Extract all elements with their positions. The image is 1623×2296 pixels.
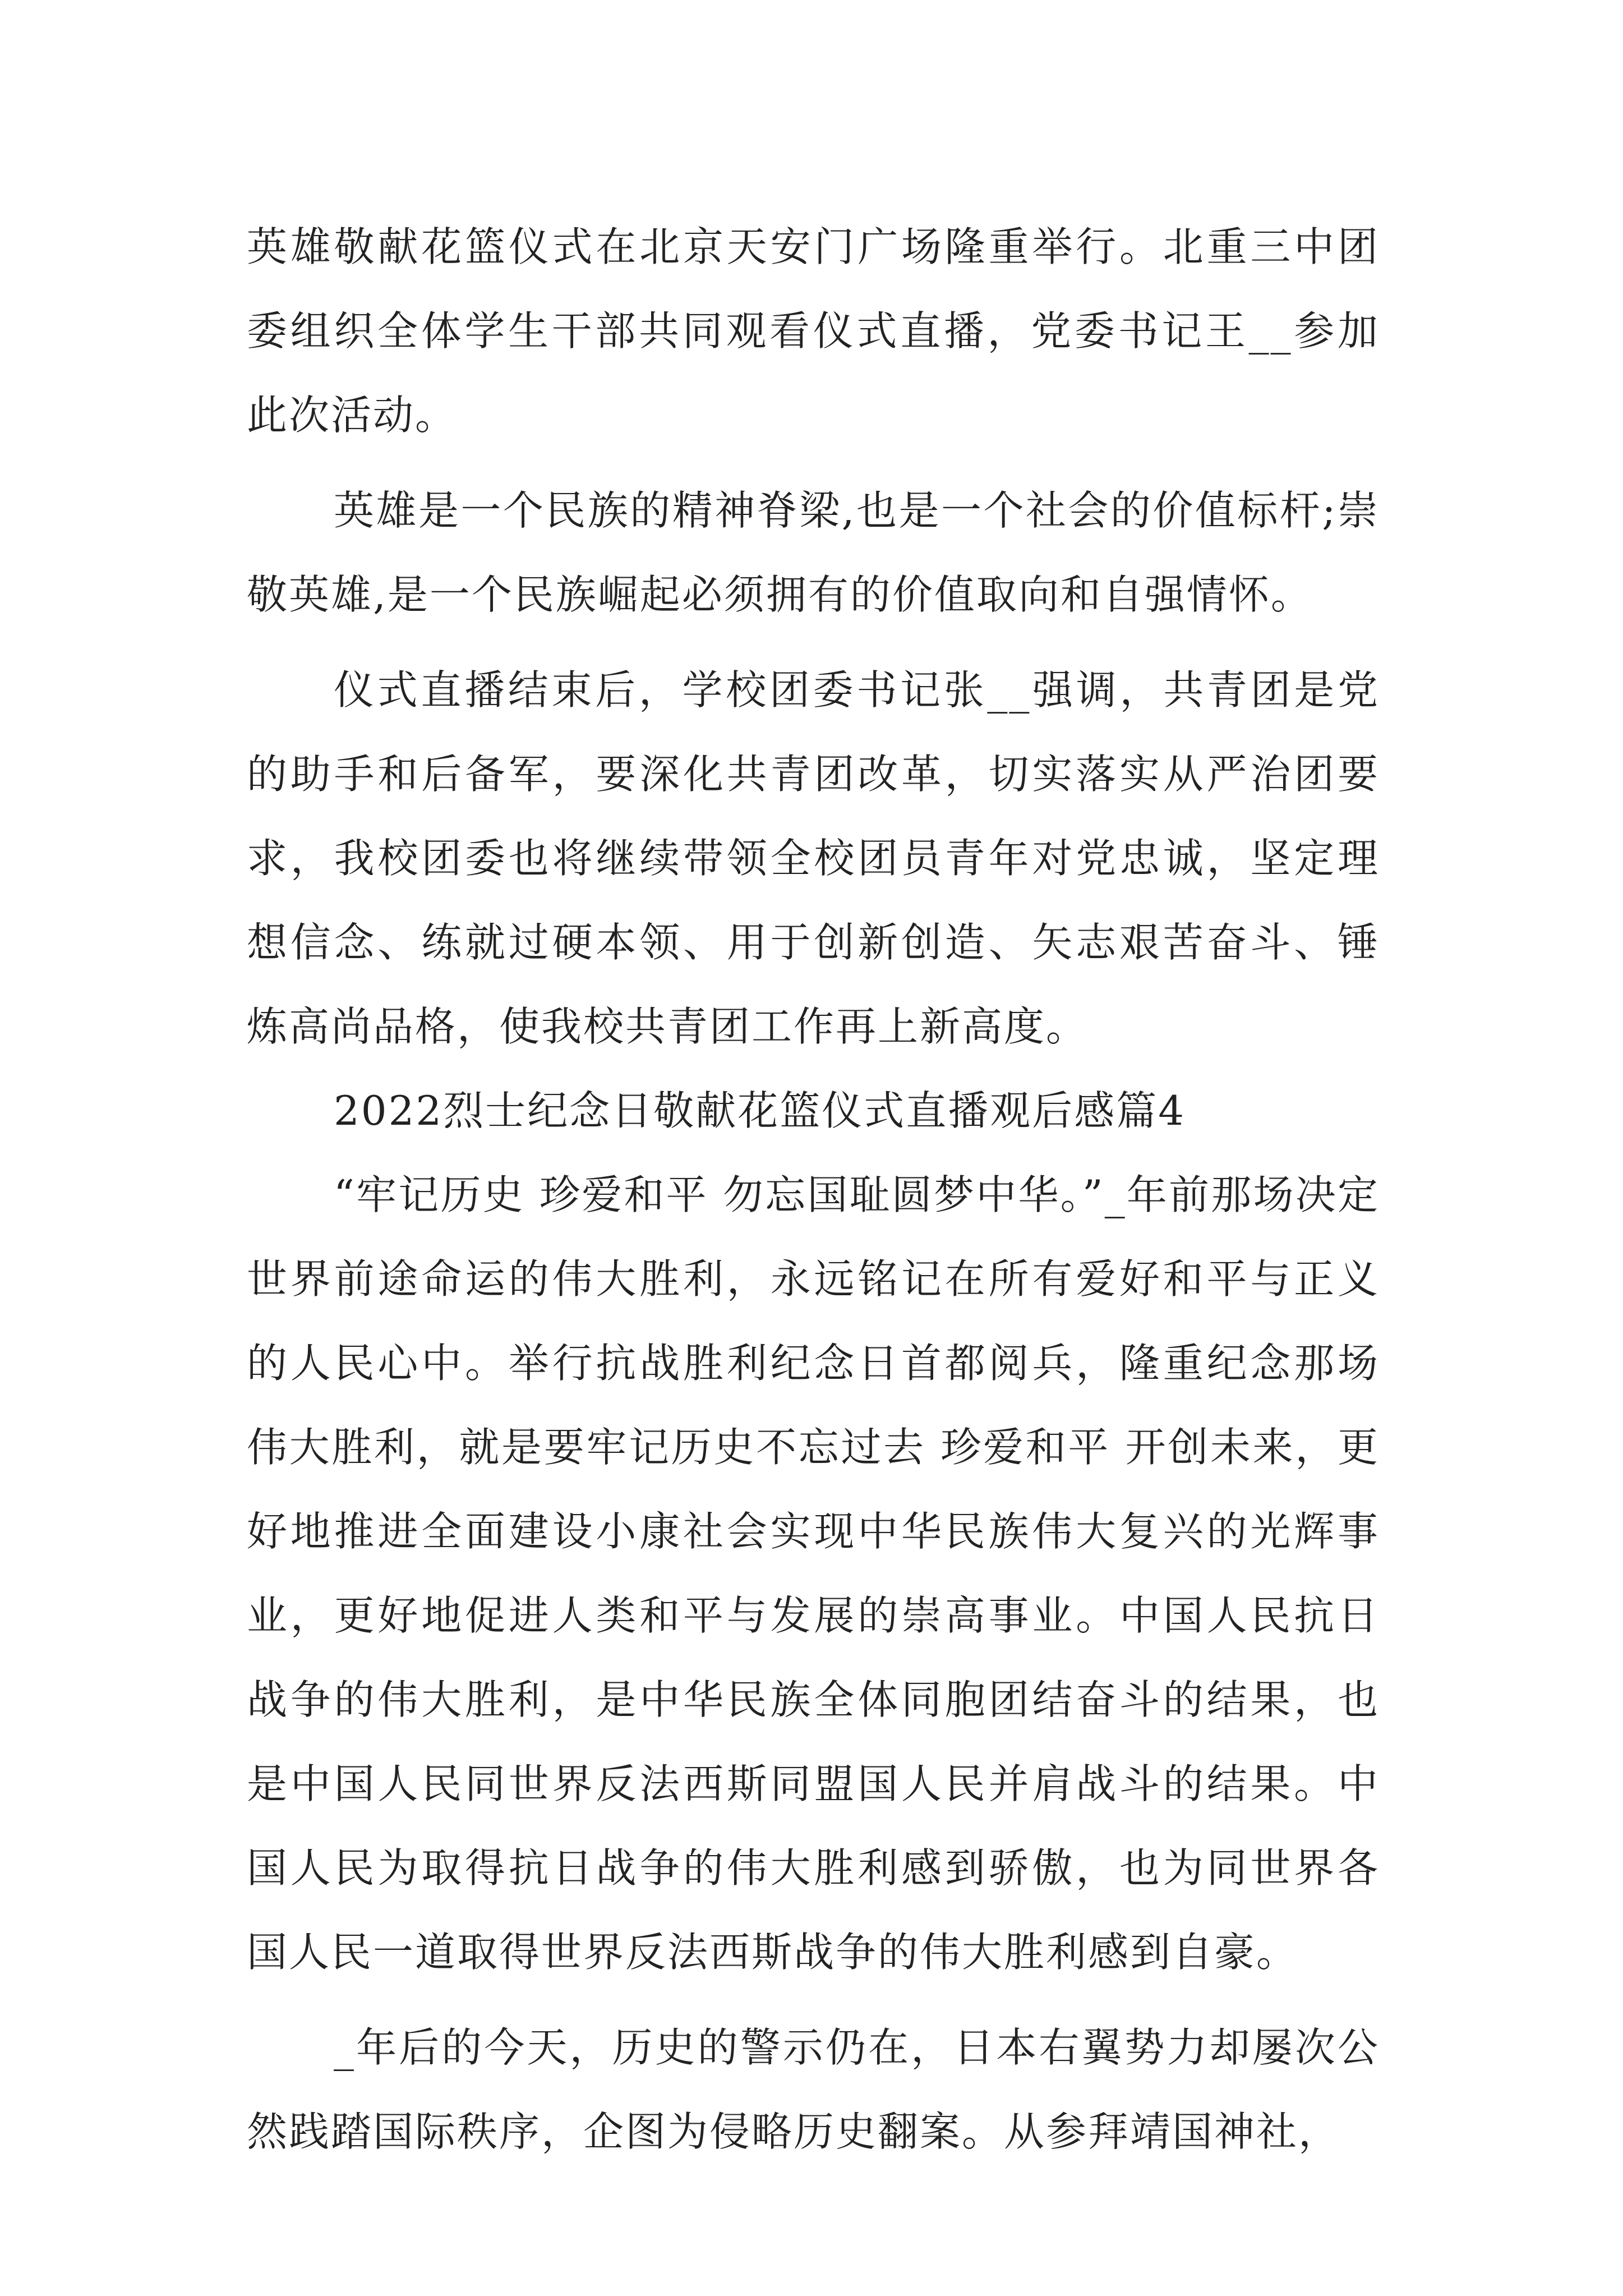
paragraph-ceremony: 英雄敬献花篮仪式在北京天安门广场隆重举行。北重三中团委组织全体学生干部共同观看仪式直播，党委书记王__参加此次活动。 <box>247 223 1380 439</box>
paragraph-remember-history: “牢记历史 珍爱和平 勿忘国耻圆梦中华。”_年前那场决定世界前途命运的伟大胜利，永远铭记在所有爱好和平与正义的人民心中。举行抗战胜利纪念日首都阅兵，隆重纪念那场伟大胜利，就是要牢记历史不忘过去 珍爱和平 开创未来，更好地推进全面建设小康社会实现中华民族伟大复兴的光辉事业，更好地促进人类和平与发展的崇高事业。中国人民抗日战争的伟大胜利，是中华民族全体同胞团结奋斗的结果，也是中国人民同世界反法西斯同盟国人民并肩战斗的结果。中国人民为取得抗日战争的伟大胜利感到骄傲，也为同世界各国人民一道取得世界反法西斯战争的伟大胜利感到自豪。 <box>247 1171 1380 1976</box>
paragraph-heroes: 英雄是一个民族的精神脊梁,也是一个社会的价值标杆;崇敬英雄,是一个民族崛起必须拥有的价值取向和自强情怀。 <box>247 487 1380 618</box>
paragraph-warning: _年后的今天，历史的警示仍在，日本右翼势力却屡次公然践踏国际秩序，企图为侵略历史翻案。从参拜靖国神社， <box>247 2024 1380 2155</box>
paragraph-gap <box>247 457 1380 468</box>
document-body <box>247 205 1380 2174</box>
paragraph-gap <box>247 1994 1380 2005</box>
paragraph-league-speech: 仪式直播结束后，学校团委书记张__强调，共青团是党的助手和后备军，要深化共青团改革，切实落实从严治团要求，我校团委也将继续带领全校团员青年对党忠诚，坚定理想信念、练就过硬本领、用于创新创造、矢志艰苦奋斗、锤炼高尚品格，使我校共青团工作再上新高度。 <box>247 666 1380 1050</box>
section-heading: 2022烈士纪念日敬献花篮仪式直播观后感篇4 <box>334 1087 1186 1134</box>
paragraph-gap <box>247 637 1380 648</box>
